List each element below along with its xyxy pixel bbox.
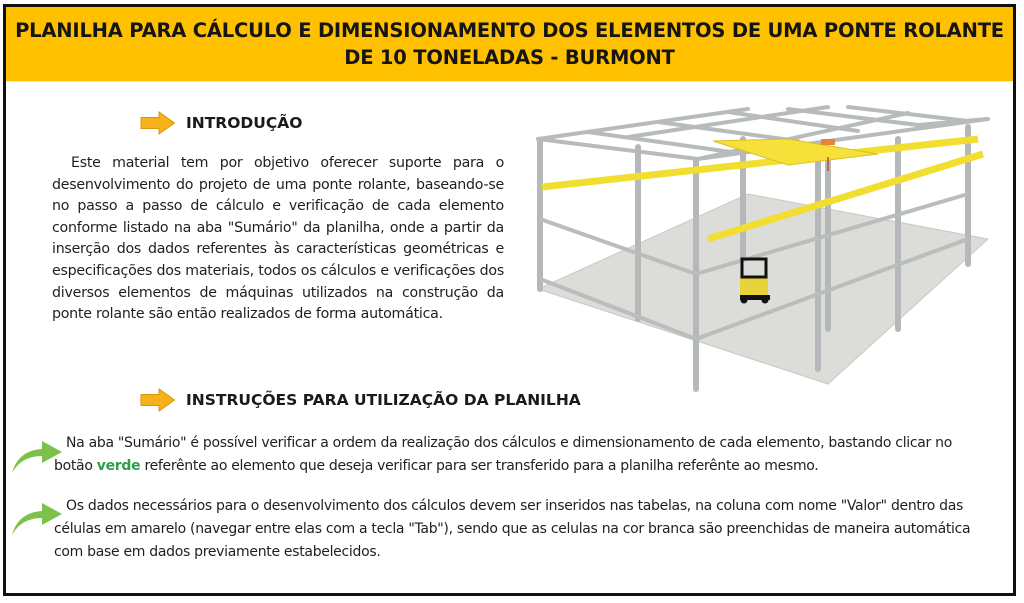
instruction-text-1-part-b: referênte ao elemento que deseja verificar para ser transferido para a planilha referênte ao mesmo. — [140, 458, 819, 474]
page-title-line-2: DE 10 TONELADAS - BURMONT — [344, 46, 675, 69]
orange-right-arrow-icon — [140, 111, 176, 135]
instructions-heading — [140, 388, 581, 412]
instruction-text-1 — [54, 432, 984, 478]
instruction-text-2: Os dados necessários para o desenvolvimento dos cálculos devem ser inseridos nas tabelas, na coluna com nome "Valor" dentro das células em amarelo (navegar entre elas com a tecla "Tab"), sendo que as celulas na cor branca são preenchidas de maneira automática com base em dados previamente estabelecidos. — [54, 498, 971, 560]
instruction-text-1-part-a: Na aba "Sumário" é possível verificar a ordem da realização dos cálculos e dimensionamento de cada elemento, bastando clicar no botão — [54, 435, 953, 474]
introduction-heading — [140, 111, 302, 135]
page-title-line-1: PLANILHA PARA CÁLCULO E DIMENSIONAMENTO DOS ELEMENTOS DE UMA PONTE ROLANTE — [15, 19, 1004, 42]
orange-right-arrow-icon — [140, 388, 176, 412]
introduction-heading-label: INTRODUÇÃO — [186, 114, 303, 132]
document-frame — [3, 4, 1016, 596]
introduction-paragraph: Este material tem por objetivo oferecer suporte para o desenvolvimento do projeto de uma ponte rolante, baseando-se no passo a passo de cálculo e verificação de cada elemento conforme listado na aba "Sumário" da planilha, onde a partir da inserção dos dados referentes às características geométricas e especificações dos materiais, todos os cálculos e verificações dos diversos elementos de máquinas utilizados na construção da ponte rolante são então realizados de forma automática. — [52, 155, 504, 323]
instructions-heading-label: INSTRUÇÕES PARA UTILIZAÇÃO DA PLANILHA — [186, 391, 581, 409]
overhead-crane-building-illustration — [528, 99, 998, 395]
green-button-keyword: verde — [96, 458, 141, 474]
title-banner — [6, 7, 1013, 82]
